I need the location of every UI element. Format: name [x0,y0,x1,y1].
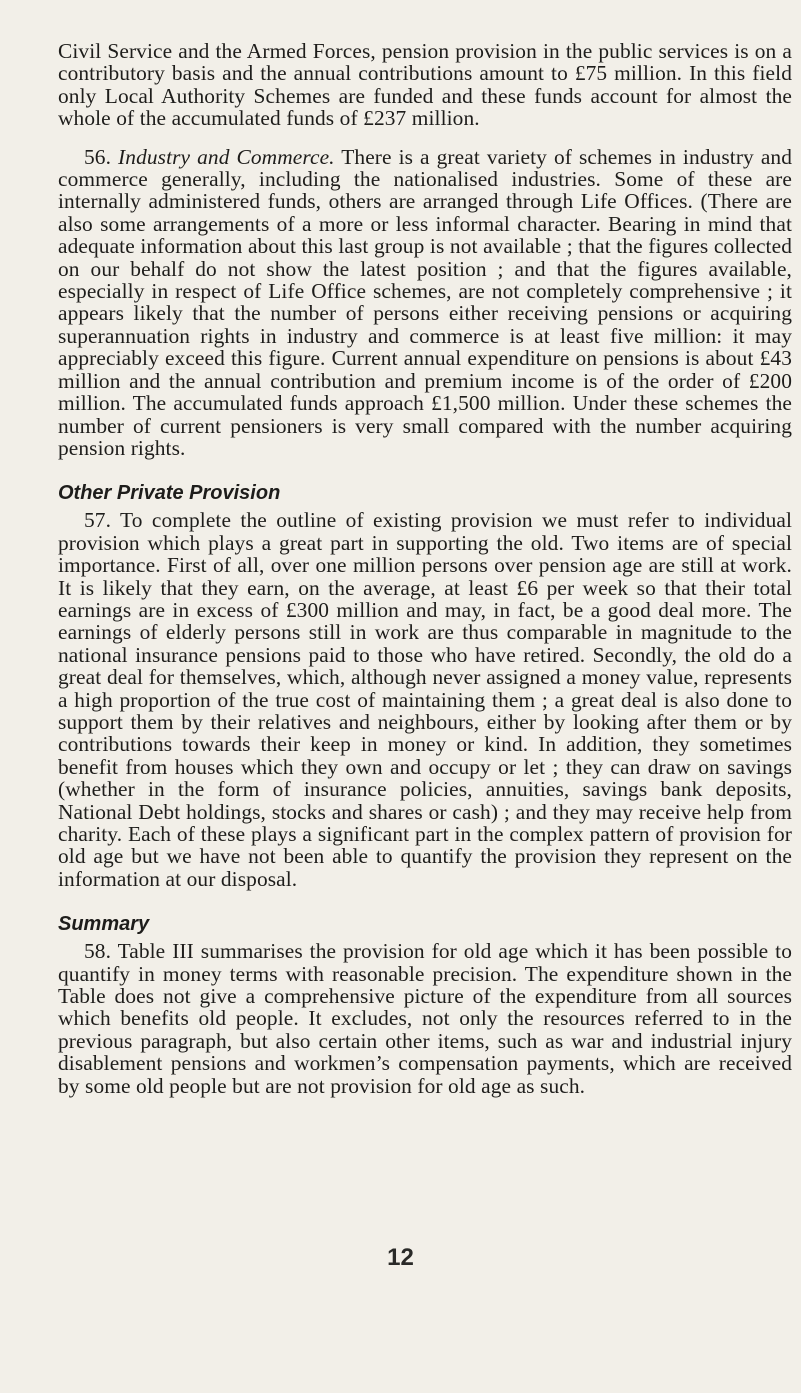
paragraph-number: 57. [84,508,112,533]
section-heading-summary: Summary [58,913,150,936]
paragraph-subtitle: Industry and Commerce. [118,144,335,169]
paragraph-number: 56. [84,144,112,169]
document-page [58,40,792,1097]
paragraph-number: 58. [84,939,112,964]
paragraph-56 [58,146,792,460]
paragraph-body: Table III summarises the provision for old age which it has been possible to quantify in money terms with reasonable precision. The expenditure shown in the Table does not give a comprehensive picture of the expenditure from all sources which benefits old people. It excludes, not only the resources referred to in the previous paragraph, but also certain other items, such as war and industrial injury disablement pensions and workmen’s compensation payments, which are received by some old people but are not provision for old age as such. [58,939,792,1098]
paragraph-55-continued: Civil Service and the Armed Forces, pension provision in the public services is on a contributory basis and the annual contributions amount to £75 million. In this field only Local Authority Schemes are funded and these funds account for almost the whole of the accumulated funds of £237 million. [58,39,792,131]
page-number: 12 [387,1244,414,1271]
paragraph-57 [58,509,792,890]
paragraph-body: There is a great variety of schemes in industry and commerce generally, including the nationalised industries. Some of these are internally administered funds, others are arranged through Life Offices. (There are also some arrangements of a more or less informal character. Bearing in mind that adequate information about this last group is not available ; that the figures collected on our behalf do not show the latest position ; and that the figures available, especially in respect of Life Office schemes, are not completely comprehensive ; it appears likely that the number of persons either receiving pensions or acquiring superannuation rights in industry and commerce is at least five million: it may appreciably exceed this figure. Current annual expenditure on pensions is about £43 million and the annual contribution and premium income is of the order of £200 million. The accumulated funds approach £1,500 million. Under these schemes the number of current pensioners is very small compared with the number acquiring pension rights. [58,144,793,460]
section-heading-other-private-provision: Other Private Provision [58,482,281,505]
paragraph-58 [58,940,792,1097]
paragraph-body: To complete the outline of existing provision we must refer to individual provision which plays a great part in supporting the old. Two items are of special importance. First of all, over one million persons over pension age are still at work. It is likely that they earn, on the average, at least £6 per week so that their total earnings are in excess of £300 million and may, in fact, be a good deal more. The earnings of elderly persons still in work are thus comparable in magnitude to the national insurance pensions paid to those who have retired. Secondly, the old do a great deal for themselves, which, although never assigned a money value, represents a high proportion of the true cost of maintaining them ; a great deal is also done to support them by their relatives and neighbours, either by looking after them or by contributions towards their keep in money or kind. In addition, they sometimes benefit from houses which they own and occupy or let ; they can draw on savings (whether in the form of insurance policies, annuities, savings bank deposits, National Debt holdings, stocks and shares or cash) ; and they may receive help from charity. Each of these plays a significant part in the complex pattern of provision for old age but we have not been able to quantify the provision they represent on the information at our disposal. [58,508,793,891]
